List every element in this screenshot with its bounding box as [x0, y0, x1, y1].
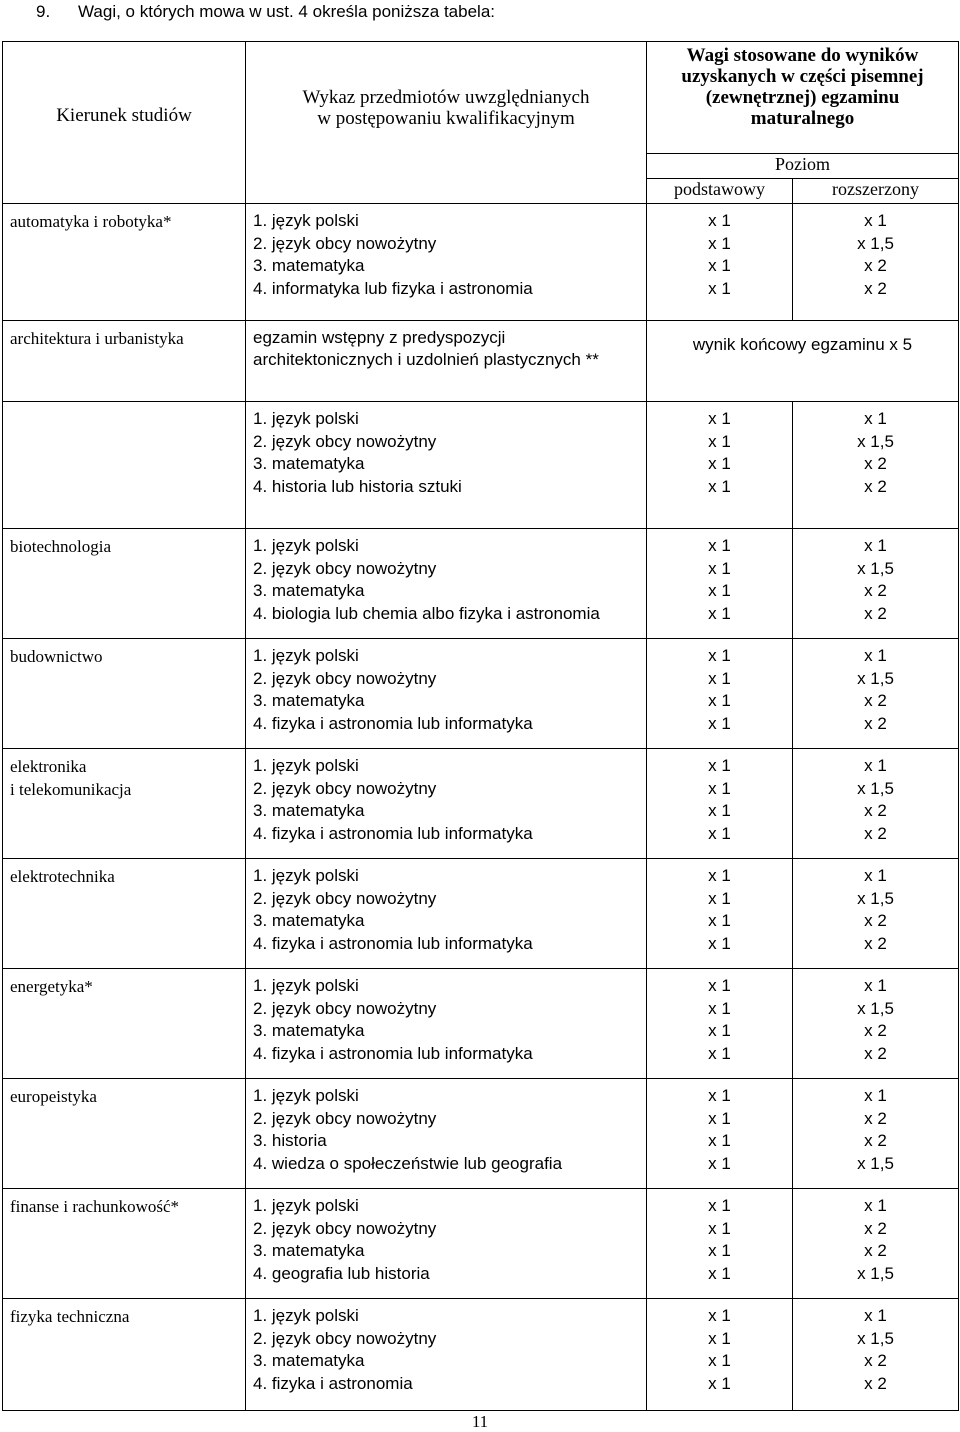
- line: 1. język polski: [253, 756, 359, 775]
- intro-text: Wagi, o których mowa w ust. 4 określa poniższa tabela:: [78, 2, 495, 21]
- line: x 1: [708, 1351, 731, 1371]
- line: budownictwo: [10, 647, 103, 666]
- line: x 2: [864, 1241, 887, 1261]
- line: 1. język polski: [253, 1196, 359, 1215]
- page-number: 11: [471, 1412, 489, 1431]
- line: 3. matematyka: [253, 691, 365, 711]
- line: 3. matematyka: [253, 911, 365, 931]
- subjects-list: [246, 1299, 647, 1411]
- intro-number: 9.: [36, 2, 51, 21]
- line: x 1: [708, 1264, 731, 1284]
- line: x 1: [708, 888, 731, 908]
- line: 2. język obcy nowożytny: [253, 558, 437, 578]
- table-row: [3, 969, 959, 1079]
- line: x 1: [708, 691, 731, 711]
- line: automatyka i robotyka*: [10, 212, 172, 231]
- table-row: [3, 1299, 959, 1411]
- line: 4. geografia lub historia: [253, 1264, 430, 1284]
- line: x 2: [864, 1108, 887, 1128]
- line: x 1,5: [857, 233, 894, 253]
- line: x 1: [708, 536, 731, 555]
- line: x 1: [708, 1021, 731, 1041]
- extended-weights: [793, 1299, 959, 1411]
- line: x 1: [864, 756, 887, 775]
- line: x 2: [864, 1351, 887, 1371]
- line: x 2: [864, 824, 887, 844]
- subjects-list: [246, 402, 647, 529]
- field-of-study: [3, 529, 246, 639]
- field-of-study: [3, 204, 246, 321]
- header-basic-level: podstawowy: [647, 179, 793, 204]
- line: 1. język polski: [253, 536, 359, 555]
- line: x 1: [864, 866, 887, 885]
- subjects-list: [246, 1079, 647, 1189]
- line: architektonicznych i uzdolnień plastycznych **: [253, 350, 599, 369]
- line: 4. fizyka i astronomia: [253, 1374, 413, 1394]
- line: 2. język obcy nowożytny: [253, 1218, 437, 1238]
- line: x 1: [708, 998, 731, 1018]
- line: x 1,5: [857, 668, 894, 688]
- line: 4. fizyka i astronomia lub informatyka: [253, 824, 533, 844]
- line: x 2: [864, 1044, 887, 1064]
- basic-weights: [647, 529, 793, 639]
- line: 3. matematyka: [253, 1021, 365, 1041]
- basic-weights: [647, 749, 793, 859]
- line: x 1: [708, 668, 731, 688]
- line: x 1: [864, 1086, 887, 1105]
- line: x 2: [864, 714, 887, 734]
- intro-paragraph: [36, 2, 495, 22]
- line: x 2: [864, 1131, 887, 1151]
- table-row: [3, 749, 959, 859]
- line: x 2: [864, 454, 887, 474]
- line: x 1: [708, 233, 731, 253]
- line: 2. język obcy nowożytny: [253, 233, 437, 253]
- subjects-list: [246, 749, 647, 859]
- line: 2. język obcy nowożytny: [253, 998, 437, 1018]
- line: x 1: [708, 211, 731, 230]
- table-row: [3, 1189, 959, 1299]
- basic-weights: [647, 639, 793, 749]
- table-row: [3, 639, 959, 749]
- line: 4. fizyka i astronomia lub informatyka: [253, 1044, 533, 1064]
- header-field-of-study: Kierunek studiów: [3, 42, 246, 204]
- line: 2. język obcy nowożytny: [253, 1108, 437, 1128]
- line: x 1: [708, 581, 731, 601]
- table-row: [3, 859, 959, 969]
- line: x 1: [864, 646, 887, 665]
- field-of-study: [3, 859, 246, 969]
- line: x 1: [708, 646, 731, 665]
- line: i telekomunikacja: [10, 780, 132, 799]
- table-row: [3, 529, 959, 639]
- basic-weights: [647, 402, 793, 529]
- line: x 1: [708, 756, 731, 775]
- line: 2. język obcy nowożytny: [253, 1328, 437, 1348]
- subjects-list: [246, 639, 647, 749]
- line: x 1: [708, 279, 731, 299]
- line: 4. historia lub historia sztuki: [253, 477, 462, 497]
- line: x 1: [708, 976, 731, 995]
- line: 4. fizyka i astronomia lub informatyka: [253, 934, 533, 954]
- line: x 2: [864, 604, 887, 624]
- subjects-list: [246, 529, 647, 639]
- line: finanse i rachunkowość*: [10, 1197, 180, 1216]
- line: x 1: [708, 1218, 731, 1238]
- line: x 1: [708, 801, 731, 821]
- field-of-study: [3, 1299, 246, 1411]
- line: 1. język polski: [253, 1306, 359, 1325]
- line: x 2: [864, 1374, 887, 1394]
- table-row: [3, 1079, 959, 1189]
- line: x 1: [864, 211, 887, 230]
- line: 4. biologia lub chemia albo fizyka i astronomia: [253, 604, 600, 624]
- line: x 1: [708, 1241, 731, 1261]
- subjects-list: [246, 969, 647, 1079]
- table-row-architecture: [3, 321, 959, 402]
- extended-weights: [793, 639, 959, 749]
- extended-weights: [793, 859, 959, 969]
- basic-weights: [647, 1079, 793, 1189]
- line: x 1: [708, 1131, 731, 1151]
- line: x 1: [708, 1374, 731, 1394]
- extended-weights: [793, 529, 959, 639]
- line: x 1: [864, 1306, 887, 1325]
- line: 1. język polski: [253, 1086, 359, 1105]
- header-extended-level: rozszerzony: [793, 179, 959, 204]
- weights-table: [2, 41, 959, 1411]
- line: 4. wiedza o społeczeństwie lub geografia: [253, 1154, 563, 1174]
- line: x 1: [708, 1044, 731, 1064]
- line: 3. matematyka: [253, 454, 365, 474]
- line: x 1: [864, 409, 887, 428]
- line: x 2: [864, 477, 887, 497]
- line: europeistyka: [10, 1087, 97, 1106]
- header-weights: Wagi stosowane do wyników uzyskanych w części pisemnej (zewnętrznej) egzaminu maturalnego: [647, 42, 959, 154]
- extended-weights: [793, 749, 959, 859]
- line: 4. fizyka i astronomia lub informatyka: [253, 714, 533, 734]
- basic-weights: [647, 204, 793, 321]
- basic-weights: [647, 1299, 793, 1411]
- entrance-exam: [246, 321, 647, 402]
- exam-result-weight: wynik końcowy egzaminu x 5: [647, 321, 959, 402]
- line: fizyka techniczna: [10, 1307, 130, 1326]
- line: x 1: [708, 604, 731, 624]
- table-row: [3, 402, 959, 529]
- line: x 1: [864, 536, 887, 555]
- line: x 2: [864, 581, 887, 601]
- line: x 1: [708, 1196, 731, 1215]
- line: x 1: [708, 934, 731, 954]
- line: biotechnologia: [10, 537, 112, 556]
- line: egzamin wstępny z predyspozycji: [253, 328, 506, 347]
- line: x 2: [864, 801, 887, 821]
- line: x 1: [708, 477, 731, 497]
- basic-weights: [647, 859, 793, 969]
- basic-weights: [647, 1189, 793, 1299]
- line: 1. język polski: [253, 976, 359, 995]
- line: 1. język polski: [253, 646, 359, 665]
- line: 2. język obcy nowożytny: [253, 431, 437, 451]
- line: x 1: [708, 866, 731, 885]
- line: x 1: [708, 409, 731, 428]
- line: x 1: [708, 1086, 731, 1105]
- line: x 2: [864, 691, 887, 711]
- line: x 1: [708, 824, 731, 844]
- line: x 1,5: [857, 778, 894, 798]
- line: x 1: [708, 256, 731, 276]
- line: 1. język polski: [253, 211, 359, 230]
- header-level: Poziom: [647, 154, 959, 179]
- extended-weights: [793, 204, 959, 321]
- line: x 1,5: [857, 1264, 894, 1284]
- field-of-study: architektura i urbanistyka: [3, 321, 246, 402]
- extended-weights: [793, 1079, 959, 1189]
- subjects-list: [246, 204, 647, 321]
- line: x 1,5: [857, 558, 894, 578]
- line: x 1: [708, 1108, 731, 1128]
- subjects-list: [246, 1189, 647, 1299]
- line: 3. matematyka: [253, 801, 365, 821]
- extended-weights: [793, 1189, 959, 1299]
- line: 3. historia: [253, 1131, 327, 1151]
- line: x 2: [864, 1021, 887, 1041]
- line: 2. język obcy nowożytny: [253, 668, 437, 688]
- line: 2. język obcy nowożytny: [253, 888, 437, 908]
- line: energetyka*: [10, 977, 93, 996]
- line: 3. matematyka: [253, 581, 365, 601]
- line: x 1,5: [857, 998, 894, 1018]
- field-of-study: [3, 402, 246, 529]
- field-of-study: [3, 969, 246, 1079]
- basic-weights: [647, 969, 793, 1079]
- line: x 1: [864, 976, 887, 995]
- line: 3. matematyka: [253, 1351, 365, 1371]
- line: x 2: [864, 1218, 887, 1238]
- line: x 1: [708, 911, 731, 931]
- line: x 1,5: [857, 1328, 894, 1348]
- line: x 1: [708, 431, 731, 451]
- field-of-study: [3, 749, 246, 859]
- line: 1. język polski: [253, 866, 359, 885]
- subjects-list: [246, 859, 647, 969]
- header-subjects-line-1: Wykaz przedmiotów uwzględnianych: [302, 86, 590, 108]
- line: 2. język obcy nowożytny: [253, 778, 437, 798]
- line: x 1: [708, 558, 731, 578]
- line: x 1,5: [857, 888, 894, 908]
- line: x 1: [708, 454, 731, 474]
- line: x 1: [708, 1306, 731, 1325]
- header-subjects-line-2: w postępowaniu kwalifikacyjnym: [317, 107, 575, 129]
- header-subjects: [246, 42, 647, 204]
- line: x 2: [864, 934, 887, 954]
- line: x 1: [708, 778, 731, 798]
- line: 3. matematyka: [253, 1241, 365, 1261]
- line: x 1,5: [857, 1154, 894, 1174]
- line: elektronika: [10, 757, 87, 776]
- table-row: [3, 204, 959, 321]
- field-of-study: [3, 1189, 246, 1299]
- line: x 1: [708, 1328, 731, 1348]
- line: x 1,5: [857, 431, 894, 451]
- field-of-study: [3, 639, 246, 749]
- line: 3. matematyka: [253, 256, 365, 276]
- field-of-study: [3, 1079, 246, 1189]
- line: x 1: [708, 1154, 731, 1174]
- line: elektrotechnika: [10, 867, 115, 886]
- extended-weights: [793, 969, 959, 1079]
- line: x 2: [864, 911, 887, 931]
- line: x 1: [708, 714, 731, 734]
- line: x 1: [864, 1196, 887, 1215]
- line: x 2: [864, 279, 887, 299]
- line: 4. informatyka lub fizyka i astronomia: [253, 279, 533, 299]
- line: x 2: [864, 256, 887, 276]
- extended-weights: [793, 402, 959, 529]
- line: 1. język polski: [253, 409, 359, 428]
